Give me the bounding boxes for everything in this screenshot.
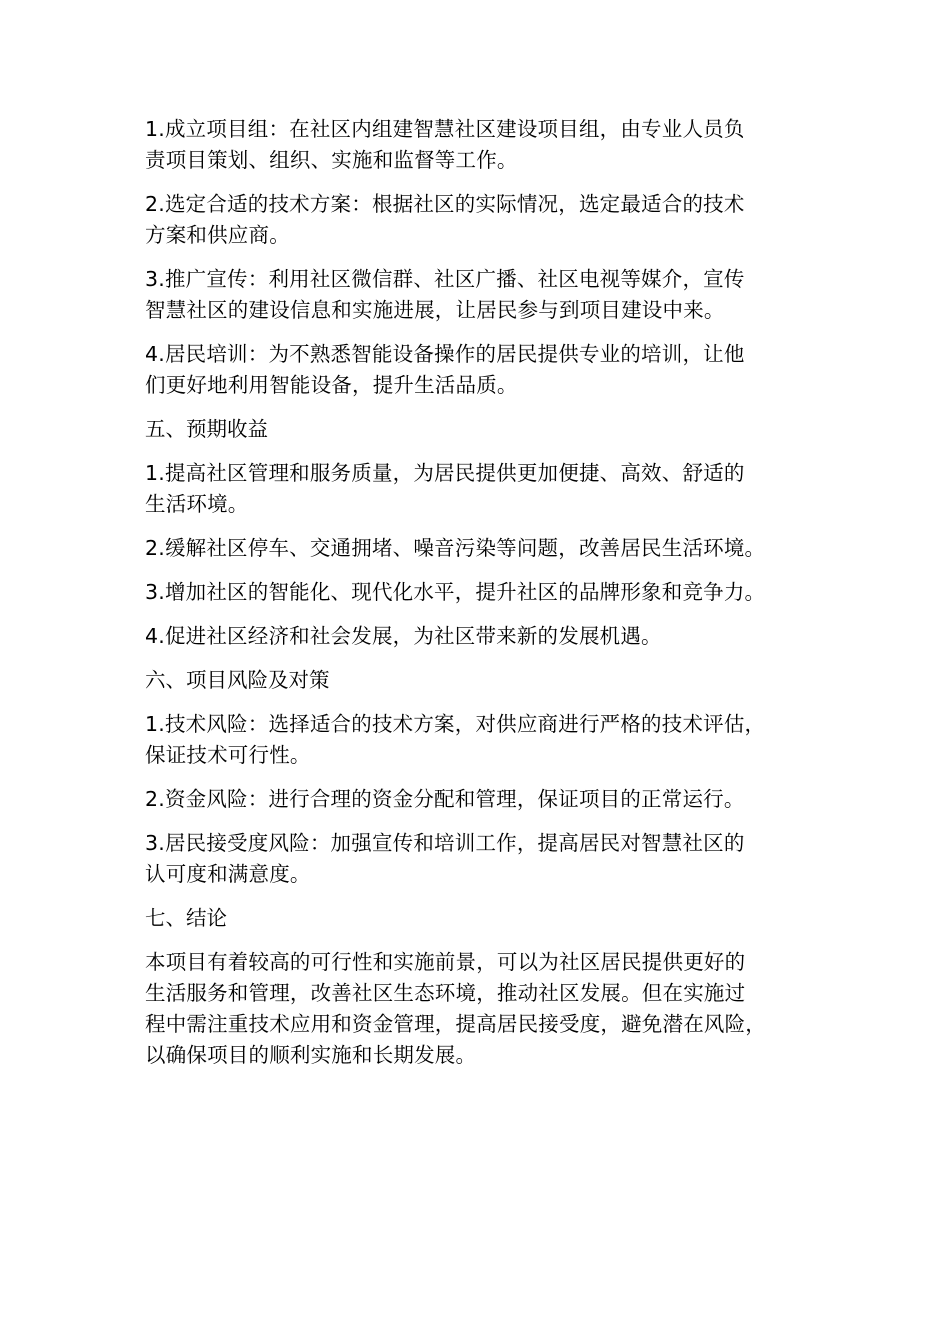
- text-line: 4.促进社区经济和社会发展，为社区带来新的发展机遇。: [145, 624, 662, 648]
- paragraph-6: [145, 458, 810, 520]
- text-line: 方案和供应商。: [145, 223, 290, 247]
- paragraph-15: [145, 947, 810, 1071]
- text-line: 2.选定合适的技术方案：根据社区的实际情况，选定最适合的技术: [145, 192, 745, 216]
- text-line: 2.资金风险：进行合理的资金分配和管理，保证项目的正常运行。: [145, 787, 745, 811]
- paragraph-13: [145, 828, 810, 890]
- text-line: 2.缓解社区停车、交通拥堵、噪音污染等问题，改善居民生活环境。: [145, 536, 766, 560]
- text-line: 3.居民接受度风险：加强宣传和培训工作，提高居民对智慧社区的: [145, 831, 745, 855]
- paragraph-9: [145, 621, 810, 652]
- text-line: 1.成立项目组：在社区内组建智慧社区建设项目组，由专业人员负: [145, 117, 745, 141]
- text-line: 以确保项目的顺利实施和长期发展。: [145, 1043, 477, 1067]
- paragraph-12: [145, 784, 810, 815]
- text-line: 3.推广宣传：利用社区微信群、社区广播、社区电视等媒介，宣传: [145, 267, 745, 291]
- text-line: 3.增加社区的智能化、现代化水平，提升社区的品牌形象和竞争力。: [145, 580, 766, 604]
- text-line: 程中需注重技术应用和资金管理，提高居民接受度，避免潜在风险，: [145, 1012, 766, 1036]
- paragraph-4: [145, 339, 810, 401]
- text-line: 4.居民培训：为不熟悉智能设备操作的居民提供专业的培训，让他: [145, 342, 745, 366]
- text-line: 1.提高社区管理和服务质量，为居民提供更加便捷、高效、舒适的: [145, 461, 745, 485]
- heading-text: 七、结论: [145, 906, 227, 930]
- text-line: 本项目有着较高的可行性和实施前景，可以为社区居民提供更好的: [145, 950, 746, 974]
- paragraph-8: [145, 577, 810, 608]
- text-line: 智慧社区的建设信息和实施进展，让居民参与到项目建设中来。: [145, 298, 725, 322]
- text-line: 1.技术风险：选择适合的技术方案，对供应商进行严格的技术评估，: [145, 712, 766, 736]
- text-line: 认可度和满意度。: [145, 862, 311, 886]
- paragraph-3: [145, 264, 810, 326]
- section-heading-expected-benefits: [145, 414, 810, 445]
- text-line: 们更好地利用智能设备，提升生活品质。: [145, 373, 518, 397]
- section-heading-risks: [145, 665, 810, 696]
- text-line: 生活环境。: [145, 492, 249, 516]
- section-heading-conclusion: [145, 903, 810, 934]
- paragraph-7: [145, 533, 810, 564]
- text-line: 生活服务和管理，改善社区生态环境，推动社区发展。但在实施过: [145, 981, 746, 1005]
- heading-text: 六、项目风险及对策: [145, 668, 330, 692]
- paragraph-1: [145, 114, 810, 176]
- text-line: 保证技术可行性。: [145, 743, 311, 767]
- text-line: 责项目策划、组织、实施和监督等工作。: [145, 148, 518, 172]
- paragraph-11: [145, 709, 810, 771]
- heading-text: 五、预期收益: [145, 417, 268, 441]
- paragraph-2: [145, 189, 810, 251]
- document-body: [145, 114, 810, 1084]
